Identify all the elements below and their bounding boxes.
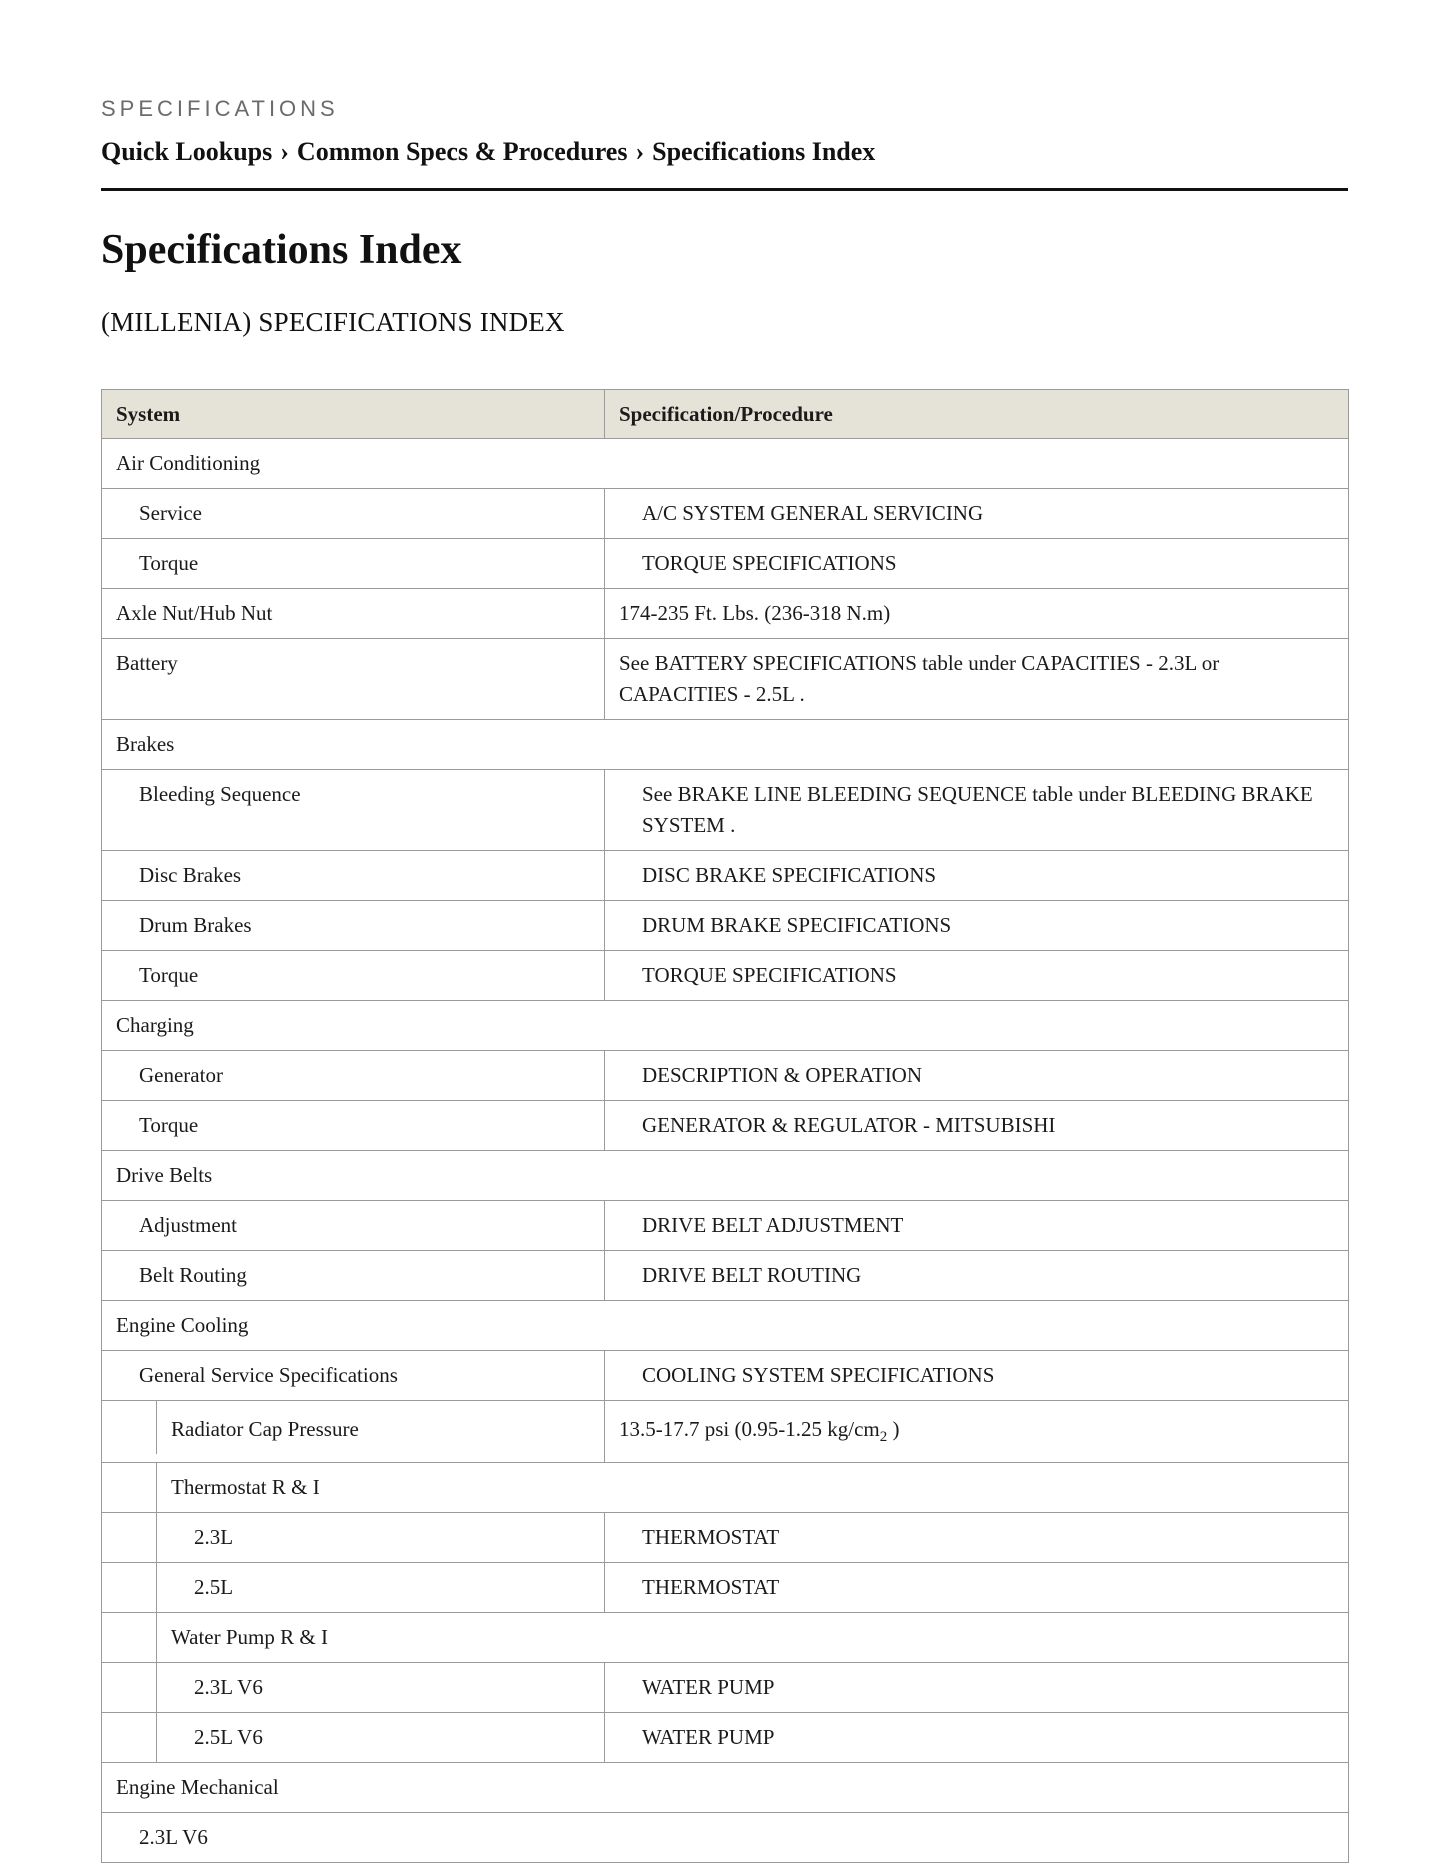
row-system: Drum Brakes [139, 913, 252, 937]
row-spec-link[interactable]: DRUM BRAKE SPECIFICATIONS [642, 913, 952, 937]
row-system: Torque [139, 963, 199, 987]
section-label: SPECIFICATIONS [101, 96, 339, 121]
table-row [102, 1513, 1349, 1563]
row-spec-link[interactable]: TORQUE SPECIFICATIONS [642, 551, 897, 575]
row-group-label: Thermostat R & I [171, 1475, 320, 1500]
table-row [102, 1663, 1349, 1713]
row-spec-link[interactable]: DRIVE BELT ROUTING [642, 1263, 862, 1287]
row-system: 2.5L V6 [194, 1725, 263, 1750]
row-system: Radiator Cap Pressure [171, 1417, 359, 1441]
row-system: Battery [116, 651, 178, 675]
page-subtitle: (MILLENIA) SPECIFICATIONS INDEX [101, 307, 565, 337]
row-group-label: Engine Mechanical [116, 1775, 279, 1800]
row-system: Axle Nut/Hub Nut [116, 601, 273, 625]
indent-gutter [102, 1463, 157, 1512]
table-row [102, 1763, 1349, 1813]
table-row [102, 1101, 1349, 1151]
table-row [102, 770, 1349, 851]
row-group-label: Water Pump R & I [171, 1625, 328, 1650]
row-system: General Service Specifications [139, 1363, 398, 1387]
row-spec-link[interactable]: COOLING SYSTEM SPECIFICATIONS [642, 1363, 995, 1387]
table-row [102, 589, 1349, 639]
row-spec-link[interactable]: WATER PUMP [642, 1675, 775, 1700]
table-row [102, 851, 1349, 901]
table-row [102, 639, 1349, 720]
row-spec-value: See BRAKE LINE BLEEDING SEQUENCE table under BLEEDING BRAKE SYSTEM . [642, 782, 1313, 837]
breadcrumb-separator: › [635, 137, 645, 166]
breadcrumb-quick-lookups[interactable]: Quick Lookups [101, 137, 273, 166]
table-row [102, 1713, 1349, 1763]
row-spec-link[interactable]: THERMOSTAT [642, 1575, 780, 1600]
row-spec-link[interactable]: TORQUE SPECIFICATIONS [642, 963, 897, 987]
table-row [102, 539, 1349, 589]
row-system: Torque [139, 551, 199, 575]
row-spec-link[interactable]: DESCRIPTION & OPERATION [642, 1063, 923, 1087]
row-spec-link[interactable]: THERMOSTAT [642, 1525, 780, 1550]
table-row [102, 1563, 1349, 1613]
row-system: 2.5L [194, 1575, 234, 1600]
specifications-table [101, 389, 1349, 1863]
indent-gutter [102, 1613, 157, 1662]
row-group-label: Drive Belts [116, 1163, 213, 1187]
column-header-system: System [102, 390, 605, 439]
row-system: Service [139, 501, 202, 525]
row-group-label: Charging [116, 1013, 194, 1037]
row-spec-value: 174-235 Ft. Lbs. (236-318 N.m) [619, 601, 891, 625]
table-row [102, 1151, 1349, 1201]
indent-gutter [102, 1713, 157, 1762]
header-divider [101, 188, 1348, 191]
breadcrumb-current: Specifications Index [652, 137, 876, 166]
indent-gutter [102, 1563, 157, 1612]
indent-gutter [102, 1401, 157, 1454]
breadcrumb [101, 137, 875, 167]
page-title: Specifications Index [101, 227, 462, 273]
row-group-label: Brakes [116, 732, 175, 756]
row-spec-link[interactable]: GENERATOR & REGULATOR - MITSUBISHI [642, 1113, 1056, 1137]
table-header-row [102, 390, 1349, 439]
table-row [102, 1401, 1349, 1463]
row-group-label: Air Conditioning [116, 451, 261, 475]
breadcrumb-common-specs[interactable]: Common Specs & Procedures [296, 137, 628, 166]
row-group-label: Engine Cooling [116, 1313, 249, 1337]
row-system: Generator [139, 1063, 223, 1087]
row-system: Adjustment [139, 1213, 237, 1237]
table-row [102, 489, 1349, 539]
table-row [102, 1351, 1349, 1401]
table-row [102, 1201, 1349, 1251]
table-row [102, 1613, 1349, 1663]
row-spec-link[interactable]: A/C SYSTEM GENERAL SERVICING [642, 501, 984, 525]
row-spec-link[interactable]: WATER PUMP [642, 1725, 775, 1750]
row-system: Disc Brakes [139, 863, 242, 887]
table-row [102, 1301, 1349, 1351]
row-system: Bleeding Sequence [139, 782, 301, 806]
row-spec-link[interactable]: DRIVE BELT ADJUSTMENT [642, 1213, 904, 1237]
row-spec-value: 13.5-17.7 psi (0.95-1.25 $kg/cm_2$ ) [619, 1417, 900, 1446]
table-row [102, 720, 1349, 770]
table-row [102, 1251, 1349, 1301]
breadcrumb-separator: › [280, 137, 289, 166]
table-row [102, 1813, 1349, 1863]
row-system: 2.3L [194, 1525, 234, 1550]
table-row [102, 439, 1349, 489]
table-row [102, 1463, 1349, 1513]
row-system: Torque [139, 1113, 199, 1137]
row-system: 2.3L V6 [194, 1675, 263, 1700]
row-group-label: 2.3L V6 [139, 1825, 208, 1850]
indent-gutter [102, 1663, 157, 1712]
column-header-spec: Specification/Procedure [605, 390, 1349, 439]
row-spec-link[interactable]: DISC BRAKE SPECIFICATIONS [642, 863, 937, 887]
row-spec-value: See BATTERY SPECIFICATIONS table under CAPACITIES - 2.3L or CAPACITIES - 2.5L . [619, 651, 1220, 706]
table-row [102, 901, 1349, 951]
row-system: Belt Routing [139, 1263, 247, 1287]
indent-gutter [102, 1513, 157, 1562]
table-row [102, 1001, 1349, 1051]
table-row [102, 951, 1349, 1001]
table-row [102, 1051, 1349, 1101]
